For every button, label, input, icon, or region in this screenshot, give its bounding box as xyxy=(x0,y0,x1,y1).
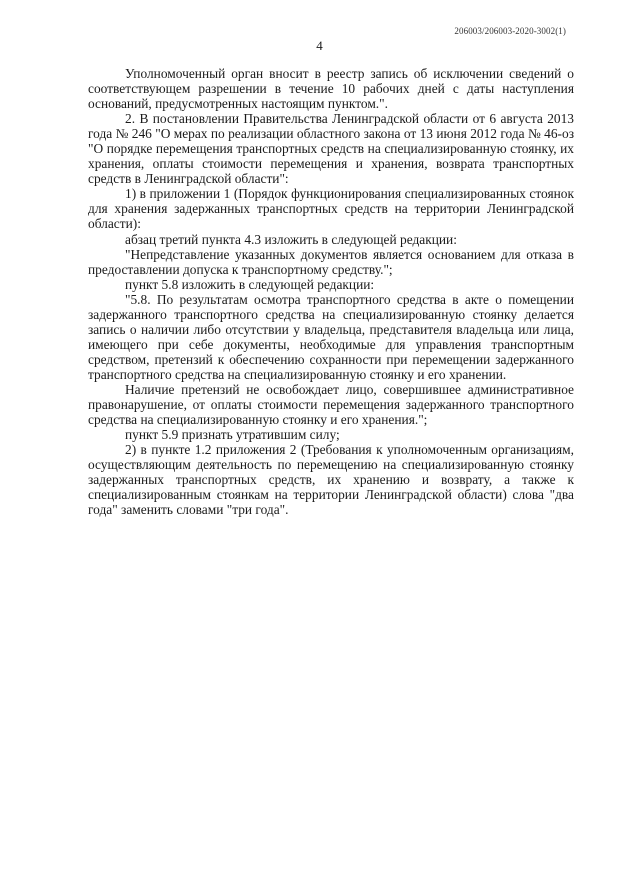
paragraph-6: пункт 5.8 изложить в следующей редакции: xyxy=(125,276,375,292)
document-body xyxy=(88,66,574,517)
paragraph-9: пункт 5.9 признать утратившим силу; xyxy=(125,427,340,443)
document-id: 206003/206003-2020-3002(1) xyxy=(454,26,566,36)
paragraph-2: 2. В постановлении Правительства Ленинградской области от 6 августа 2013 года № 246 "О мерах по реализации областного закона от 13 июня 2012 года № 46-оз "О порядке перемещения транспортных средств на специализированную стоянку, их хранения, оплаты стоимости перемещения и хранения, возврата транспортных средств в Ленинградской области": xyxy=(88,111,574,187)
page-number: 4 xyxy=(316,38,323,53)
paragraph-1: Уполномоченный орган вносит в реестр запись об исключении сведений о соответствующем разрешении в течение 10 рабочих дней с даты наступления оснований, предусмотренных настоящим пунктом.". xyxy=(88,66,574,112)
paragraph-3: 1) в приложении 1 (Порядок функционирования специализированных стоянок для хранения задержанных транспортных средств на территории Ленинградской области): xyxy=(88,186,574,232)
paragraph-8: Наличие претензий не освобождает лицо, совершившее административное правонарушение, от оплаты стоимости перемещения задержанного транспортного средства на специализированную стоянку и его хранения."; xyxy=(88,381,574,428)
paragraph-10: 2) в пункте 1.2 приложения 2 (Требования к уполномоченным организациям, осуществляющим деятельность по перемещению на специализированную стоянку задержанных транспортных средств, их хранению и возврату, а также к специализированным стоянкам на территории Ленинградской области) слова "два года" заменить словами "три года". xyxy=(88,442,574,518)
paragraph-7: "5.8. По результатам осмотра транспортного средства в акте о помещении задержанного транспортного средства на специализированную стоянку делается запись о наличии либо отсутствии у владельца, представителя владельца или лица, имеющего при себе документы, необходимые для управления транспортным средством, претензий к обеспечению сохранности при перемещении задержанного транспортного средства на специализированную стоянку и его хранении. xyxy=(88,291,574,382)
paragraph-4: абзац третий пункта 4.3 изложить в следующей редакции: xyxy=(125,231,457,247)
paragraph-5: "Непредставление указанных документов является основанием для отказа в предоставлении допуска к транспортному средству."; xyxy=(88,246,574,277)
